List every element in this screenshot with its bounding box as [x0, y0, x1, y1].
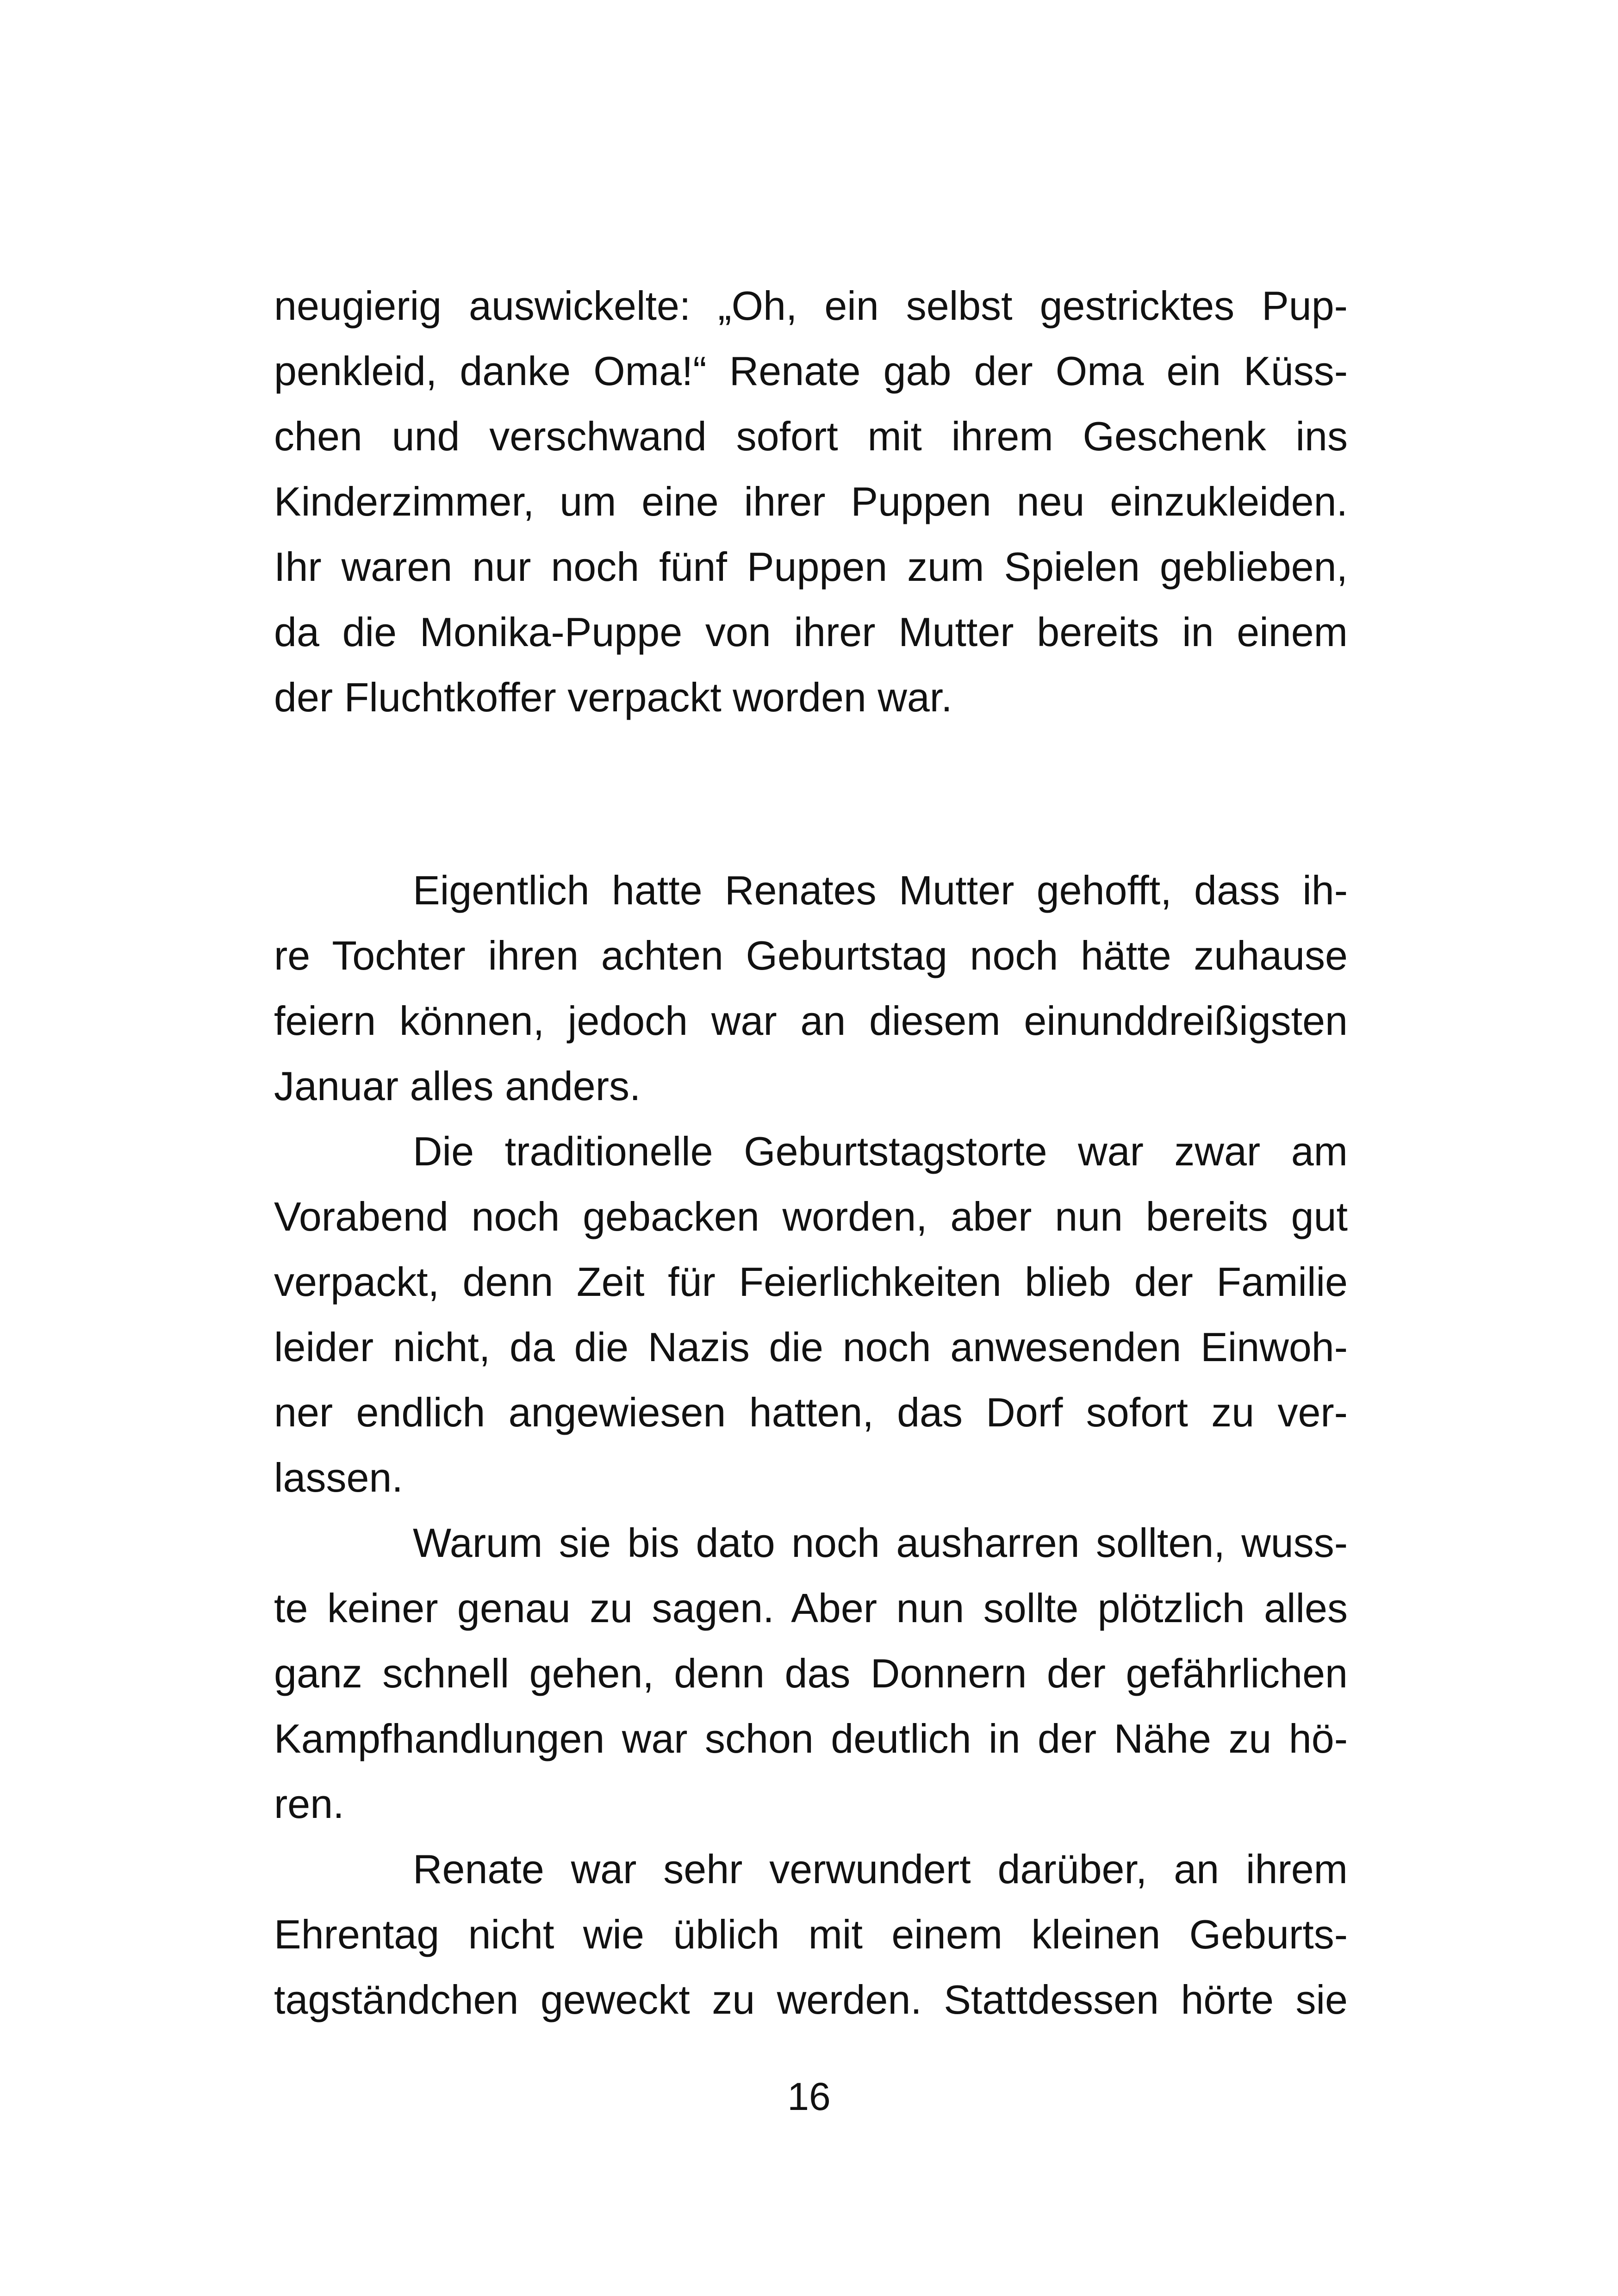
text-line: Kinderzimmer, um eine ihrer Puppen neu einzukleiden. — [274, 479, 1348, 524]
text-line: Renate war sehr verwundert darüber, an ihrem — [413, 1846, 1348, 1892]
text-line: Warum sie bis dato noch ausharren sollten, wuss- — [413, 1520, 1348, 1566]
text-line: te keiner genau zu sagen. Aber nun sollte plötzlich alles — [274, 1585, 1348, 1631]
text-line: der Fluchtkoffer verpackt worden war. — [274, 674, 952, 720]
text-line: Eigentlich hatte Renates Mutter gehofft, dass ih- — [413, 867, 1348, 913]
text-line: feiern können, jedoch war an diesem einunddreißigsten — [274, 998, 1348, 1044]
text-line: Ehrentag nicht wie üblich mit einem kleinen Geburts- — [274, 1911, 1348, 1957]
text-line: neugierig auswickelte: „Oh, ein selbst gestricktes Pup- — [274, 283, 1348, 329]
paragraph — [274, 1836, 1348, 2032]
text-line: verpackt, denn Zeit für Feierlichkeiten blieb der Familie — [274, 1259, 1348, 1305]
paragraph — [274, 1119, 1348, 1510]
text-line: Vorabend noch gebacken worden, aber nun bereits gut — [274, 1194, 1348, 1239]
text-line: Die traditionelle Geburtstagstorte war zwar am — [413, 1128, 1348, 1174]
text-line: chen und verschwand sofort mit ihrem Geschenk ins — [274, 413, 1348, 459]
text-line: lassen. — [274, 1455, 403, 1500]
text-line: penkleid, danke Oma!“ Renate gab der Oma ein Küss- — [274, 348, 1348, 394]
text-line: leider nicht, da die Nazis die noch anwesenden Einwoh- — [274, 1324, 1348, 1370]
text-line: Ihr waren nur noch fünf Puppen zum Spielen geblieben, — [274, 544, 1348, 590]
paragraph — [274, 858, 1348, 1119]
text-line: ren. — [274, 1781, 344, 1827]
paragraph-continuation — [274, 273, 1348, 730]
text-line: Januar alles anders. — [274, 1063, 641, 1109]
text-line: ner endlich angewiesen hatten, das Dorf sofort zu ver- — [274, 1389, 1348, 1435]
text-line: tagständchen geweckt zu werden. Stattdessen hörte sie — [274, 1977, 1348, 2022]
page-number: 16 — [787, 2075, 831, 2118]
text-line: ganz schnell gehen, denn das Donnern der gefährlichen — [274, 1650, 1348, 1696]
body-text — [274, 858, 1348, 2032]
text-line: Kampfhandlungen war schon deutlich in der Nähe zu hö- — [274, 1716, 1348, 1761]
text-line: da die Monika-Puppe von ihrer Mutter bereits in einem — [274, 609, 1348, 655]
paragraph — [274, 1510, 1348, 1836]
text-line: re Tochter ihren achten Geburtstag noch hätte zuhause — [274, 933, 1348, 978]
